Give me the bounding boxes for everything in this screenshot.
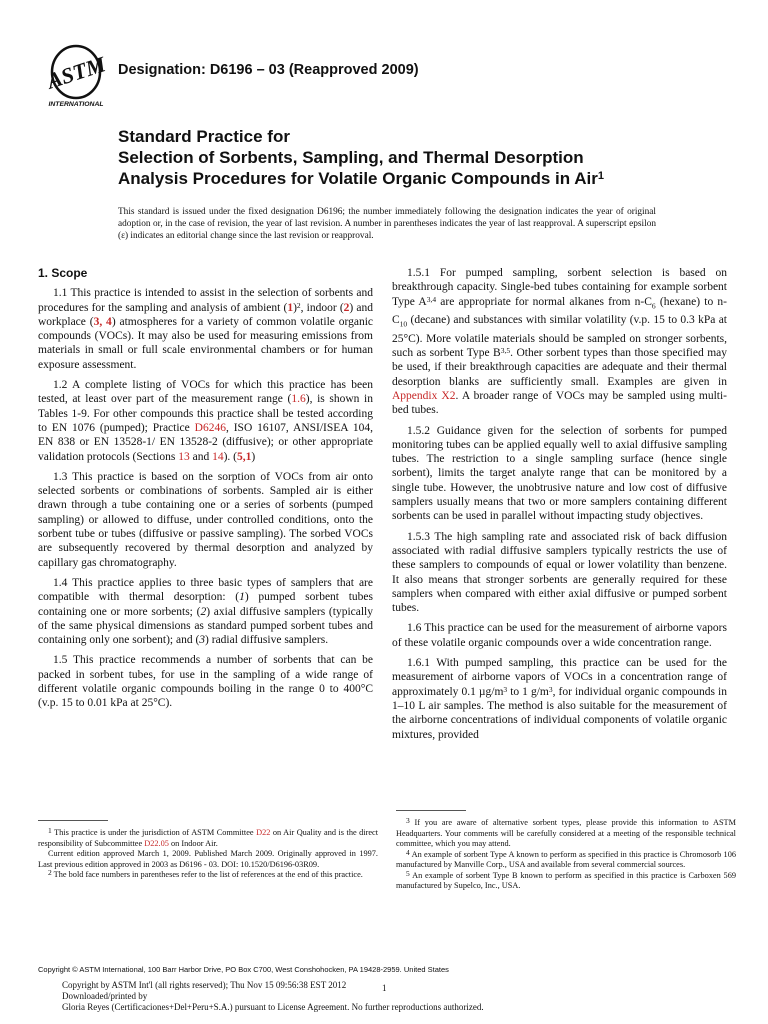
section-heading-scope: 1. Scope	[38, 266, 88, 280]
footnote-ref[interactable]: 2	[296, 300, 301, 310]
para-1-6: 1.6 This practice can be used for the measurement of airborne vapors of these volatile organic compounds over a wide concentration range.	[392, 622, 727, 649]
ref-link[interactable]: 1	[287, 301, 294, 314]
ref-link[interactable]: 3, 4	[93, 315, 112, 328]
subcommittee-link[interactable]: D22.05	[144, 838, 169, 848]
para-1-1: 1.1 This practice is intended to assist in the selection of sorbents and procedures for the sampling and analysis of ambient $(1)^2$, indoor (2) and workplace (3, 4) atmospheres for a variety of common volatile organic compounds (VOCs). It may also be used for measuring emissions from materials in small or full scale environmental chambers or for human exposure assessment.	[38, 287, 373, 371]
footnote-1-edition: Current edition approved March 1, 2009. Published March 2009. Originally approved in 1997. Last previous edition approved in 2003 as D6196 - 03. DOI: 10.1520/D6196-03R09.	[38, 849, 378, 869]
footnote-5: $^5$ An example of sorbent Type B known to perform as specified in this practice is Carboxen 569 manufactured by Supelco, Inc., USA.	[396, 868, 736, 890]
license-stamp	[62, 980, 484, 1013]
para-1-6-1: 1.6.1 With pumped sampling, this practice can be used for the measurement of airborne vapors of VOCs in a concentration range of approximately 0.1 $\mu g/m^3$ to 1 $g/m^3$, for individual organic compounds in 1–10 L air samples. The method is also suitable for the measurement of the airborne concentrations of individual components of volatile organic mixtures, provided	[392, 657, 727, 741]
title-line-3: Analysis Procedures for Volatile Organic Compounds in Air$^1$	[118, 169, 605, 188]
section-link[interactable]: 14	[212, 450, 224, 463]
para-1-5-2: 1.5.2 Guidance given for the selection of sorbents for pumped monitoring tubes can be applied equally well to axial diffusive sampling tubes. The restriction to a single sampling surface (hence single sorbent), limits the target analyte range that can be monitored by a single tube. However, the unobtrusive nature and low cost of diffusive samplers usually means that two or more samplers containing different sorbents can be used in parallel without impacting study objectives.	[392, 424, 727, 523]
title-line-1: Standard Practice for	[118, 127, 290, 146]
ref-link[interactable]: 5,1	[237, 450, 252, 463]
para-1-5-3: 1.5.3 The high sampling rate and associated risk of back diffusion associated with radial diffusive samplers typically restricts the use of these samplers to compounds of equal or lower volatility than benzene. It also means that stronger sorbents are generally required for these samplers when compared with either axial diffusive or pumped sorbent tubes.	[392, 530, 727, 615]
footnote-divider	[38, 820, 108, 821]
svg-text:INTERNATIONAL: INTERNATIONAL	[48, 101, 104, 108]
copyright-notice: Copyright © ASTM International, 100 Barr Harbor Drive, PO Box C700, West Conshohocken, PA 19428-2959. United States	[38, 965, 449, 974]
license-line-3: Gloria Reyes (Certificaciones+Del+Peru+S.A.) pursuant to License Agreement. No further reproductions authorized.	[62, 1002, 484, 1012]
footnotes-left	[38, 828, 378, 881]
designation: Designation: D6196 – 03 (Reapproved 2009)	[118, 62, 419, 78]
page-number: 1	[382, 983, 387, 993]
committee-link[interactable]: D22	[256, 828, 271, 837]
title-footnote-mark[interactable]: 1	[597, 170, 605, 182]
document-title	[118, 126, 738, 189]
right-column	[392, 266, 727, 748]
footnote-4: $^4$ An example of sorbent Type A known to perform as specified in this practice is Chromosorb 106 manufactured by Manville Corp., USA and available from several commercial sources.	[396, 847, 736, 869]
footnote-2: $^2$ The bold face numbers in parentheses refer to the list of references at the end of this practice.	[48, 868, 363, 879]
para-1-2: 1.2 A complete listing of VOCs for which this practice has been tested, at least over part of the measurement range (1.6), is shown in Tables 1-9. For other compounds this practice shall be tested according to EN 1076 (pumped); Practice D6246, ISO 16107, ANSI/ISEA 104, EN 838 or EN 13528-1/ EN 13528-2 (diffusive); or other appropriate validation protocols (Sections 13 and 14). (5,1)	[38, 379, 373, 463]
footnote-ref[interactable]: 3,4	[426, 294, 437, 304]
appendix-link[interactable]: Appendix X2	[392, 389, 456, 402]
para-1-3: 1.3 This practice is based on the sorption of VOCs from air onto selected sorbents or combinations of sorbents. Sampled air is either drawn through a tube containing one or a series of sorbents (pumped sampling) or allowed to diffuse, under controlled conditions, onto the sorbent tube or tubes (diffusive or passive sampling). The sorbed VOCs are subsequently recovered by thermal desorption and analyzed by capillary gas chromatography.	[38, 470, 373, 569]
standard-notice: This standard is issued under the fixed designation D6196; the number immediately following the designation indicates the year of original adoption or, in the case of revision, the year of last revision. A number in parentheses indicates the year of last reapproval. A superscript epsilon (ε) indicates an editorial change since the last revision or reapproval.	[118, 207, 656, 241]
svg-text:ASTM: ASTM	[43, 51, 109, 94]
footnote-divider	[396, 810, 466, 811]
astm-logo	[40, 44, 112, 108]
section-link[interactable]: 13	[178, 450, 190, 463]
footnote-ref[interactable]: 3,5	[500, 346, 511, 356]
document-header	[40, 44, 730, 114]
section-link[interactable]: 1.6	[291, 393, 306, 406]
standard-link[interactable]: D6246	[194, 421, 226, 434]
license-line-2: Downloaded/printed by	[62, 991, 148, 1001]
title-line-2: Selection of Sorbents, Sampling, and Thermal Desorption	[118, 148, 584, 167]
footnote-1: $^1$ This practice is under the jurisdiction of ASTM Committee D22 on Air Quality and is the direct responsibility of Subcommittee D22.05 on Indoor Air.	[38, 826, 379, 848]
footnotes-right	[396, 818, 736, 892]
license-line-1: Copyright by ASTM Int'l (all rights reserved); Thu Nov 15 09:56:38 EST 2012	[62, 980, 347, 990]
para-1-5-1: 1.5.1 For pumped sampling, sorbent selection is based on breakthrough capacity. Single-bed tubes containing for example sorbent Type A$^{3,4}$ are appropriate for normal alkanes from $n-C_6$ (hexane) to $n-C_{10}$ (decane) and substances with similar volatility (v.p. 15 to 0.3 kPa at 25°C). More volatile materials should be sampled on stronger sorbents, such as sorbent Type B$^{3,5}$. Other sorbent types than those specified may be used, if their breakthrough capacities are adequate and their thermal desorption blanks are sufficiently small. Examples are given in Appendix X2. A broader range of VOCs may be sampled using multi-bed tubes.	[392, 267, 728, 417]
ref-link[interactable]: 2	[343, 301, 350, 314]
para-1-4: 1.4 This practice applies to three basic types of samplers that are compatible with thermal desorption: (1) pumped sorbent tubes containing one or more sorbents; (2) axial diffusive samplers (typically of the same physical dimensions as standard pumped sorbent tubes and containing only one sorbent); and (3) radial diffusive samplers.	[38, 576, 373, 647]
left-column	[38, 266, 373, 717]
footnote-3: $^3$ If you are aware of alternative sorbent types, please provide this information to ASTM Headquarters. Your comments will be carefully considered at a meeting of the responsible technical committee, which you may attend.	[396, 816, 736, 848]
para-1-5: 1.5 This practice recommends a number of sorbents that can be packed in sorbent tubes, for use in the sampling of a wide range of different volatile organic compounds boiling in the range 0 to 400°C (v.p. 15 to 0.01 kPa at 25°C).	[38, 654, 373, 710]
